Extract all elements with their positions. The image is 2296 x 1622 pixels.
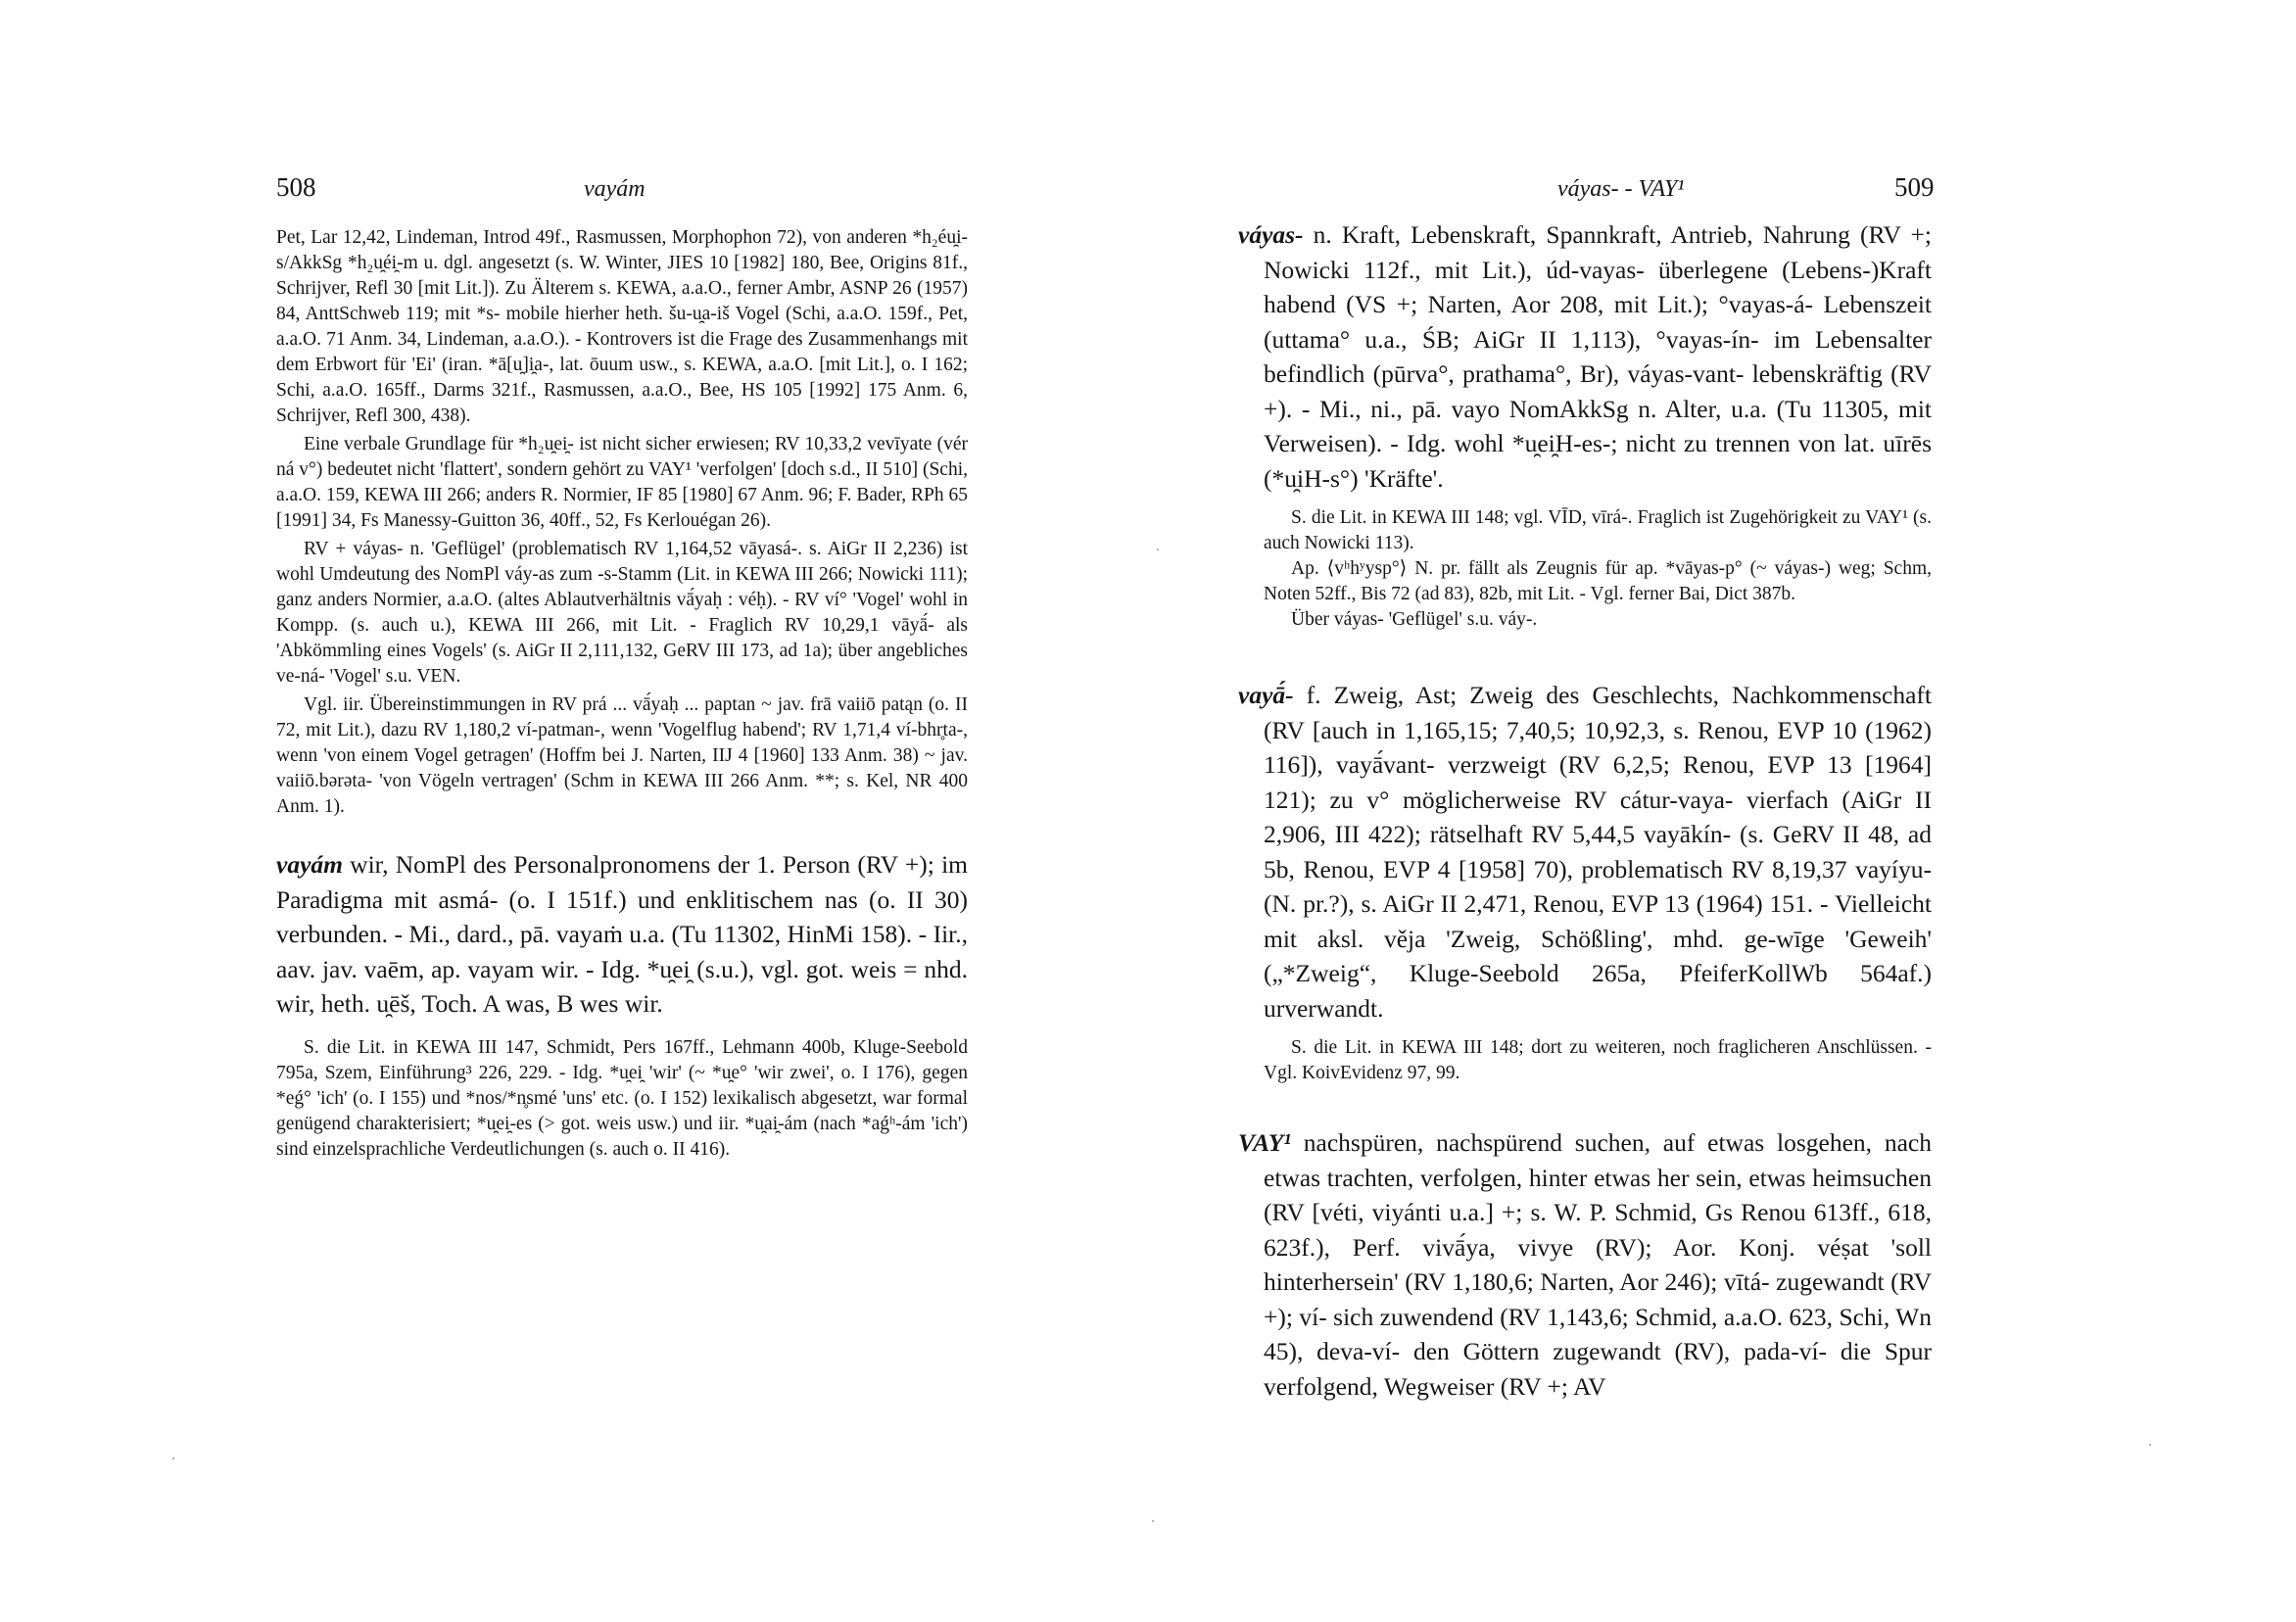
entry-vaya xyxy=(1238,678,1932,1026)
note-paragraph: RV + váyas- n. 'Geflügel' (problematisch RV 1,164,52 vāyasá-. s. AiGr II 2,236) ist wohl Umdeutung des NomPl váy-as zum -s-Stamm (Lit. in KEWA III 266; Nowicki 111); ganz anders Normier, a.a.O. (altes Ablautverhältnis vā́yaḥ : véḥ). - RV ví° 'Vogel' wohl in Kompp. (s. auch u.), KEWA III 266, mit Lit. - Fraglich RV 10,29,1 vāyā́- als 'Abkömmling eines Vogels' (s. AiGr II 2,111,132, GeRV III 173, ad 1a); über angebliches ve-ná- 'Vogel' s.u. VEN. xyxy=(276,539,968,687)
entry-note: S. die Lit. in KEWA III 148; vgl. VĪD, vīrá-. Fraglich ist Zugehörigkeit zu VAY¹ (s. auch Nowicki 113). xyxy=(1264,507,1932,553)
text-column xyxy=(1238,217,1932,1404)
headword: VAY¹ xyxy=(1238,1128,1291,1157)
entry-body: f. Zweig, Ast; Zweig des Geschlechts, Nachkommenschaft (RV [auch in 1,165,15; 7,40,5; 10,92,3, s. Renou, EVP 10 (1962) 116]), vayā́vant- verzweigt (RV 6,2,5; Renou, EVP 13 [1964] 121); zu v° möglicherweise RV cátur-vaya- vierfach (AiGr II 2,906, III 422); rätselhaft RV 5,44,5 vayākín- (s. GeRV II 48, ad 5b, Renou, EVP 4 [1958] 70), problematisch RV 8,19,37 vayíyu- (N. pr.?), s. AiGr II 2,471, Renou, EVP 13 (1964) 151. - Vielleicht mit aksl. věja 'Zweig, Schößling', mhd. ge-wīge 'Geweih' („*Zweig“, Kluge-Seebold 265a, PfeiferKollWb 564af.) urverwandt. xyxy=(1264,681,1932,1023)
headword: vayám xyxy=(276,850,343,879)
entry-body: wir, NomPl des Personalpronomens der 1. Person (RV +); im Paradigma mit asmá- (o. I 151f.) und enklitischem nas (o. II 30) verbunden. - Mi., dard., pā. vayaṁ u.a. (Tu 11302, HinMi 158). - Iir., aav. jav. vaēm, ap. vayam wir. - Idg. *u̯ei̯ (s.u.), vgl. got. weis = nhd. wir, heth. u̯ēš, Toch. A was, B wes wir. xyxy=(276,850,968,1018)
entry-note: Über váyas- 'Geflügel' s.u. váy-. xyxy=(1291,609,1538,630)
note-paragraph: Pet, Lar 12,42, Lindeman, Introd 49f., Rasmussen, Morphophon 72), von anderen *h₂éu̯i-s/AkkSg *h₂u̯éi̯-m u. dgl. angesetzt (s. W. Winter, JIES 10 [1982] 180, Bee, Origins 81f., Schrijver, Refl 30 [mit Lit.]). Zu Älterem s. KEWA, a.a.O., ferner Ambr, ASNP 26 (1957) 84, AnttSchweb 119; mit *s- mobile hierher heth. šu-u̯a-iš Vogel (Schi, a.a.O. 159f., Pet, a.a.O. 71 Anm. 34, Lindeman, a.a.O.). - Kontrovers ist die Frage des Zusammenhangs mit dem Erbwort für 'Ei' (iran. *ā[u̯]i̯a-, lat. ōuum usw., s. KEWA, a.a.O. [mit Lit.], o. I 162; Schi, a.a.O. 165ff., Darms 321f., Rasmussen, a.a.O., Bee, HS 105 [1992] 175 Anm. 6, Schrijver, Refl 300, 438). xyxy=(276,227,968,426)
entry-vayam xyxy=(276,847,968,1022)
entry-notes xyxy=(1238,1035,1932,1086)
headword: vayā́- xyxy=(1238,681,1294,709)
entry-body: nachspüren, nachspürend suchen, auf etwas losgehen, nach etwas trachten, verfolgen, hinter etwas her sein, etwas heimsuchen (RV [véti, viyánti u.a.] +; s. W. P. Schmid, Gs Renou 613ff., 618, 623f.), Perf. vivā́ya, vivye (RV); Aor. Konj. véṣat 'soll hinterhersein' (RV 1,180,6; Narten, Aor 246); vītá- zugewandt (RV +); ví- sich zuwendend (RV 1,143,6; Schmid, a.a.O. 623, Schi, Wn 45), deva-ví- den Göttern zugewandt (RV), pada-ví- die Spur verfolgend, Wegweiser (RV +; AV xyxy=(1264,1128,1932,1401)
scan-speck xyxy=(172,1457,174,1459)
note-paragraph: Eine verbale Grundlage für *h₂u̯ei̯- ist nicht sicher erwiesen; RV 10,33,2 vevīyate (vér ná v°) bedeutet nicht 'flattert', sondern gehört zu VAY¹ 'verfolgen' [doch s.d., II 510] (Schi, a.a.O. 159, KEWA III 266; anders R. Normier, IF 85 [1980] 67 Anm. 96; F. Bader, RPh 65 [1991] 34, Fs Manessy-Guitton 36, 40ff., 52, Fs Kerlouégan 26). xyxy=(276,434,968,531)
text-column xyxy=(276,225,968,1163)
entry-note: S. die Lit. in KEWA III 148; dort zu weiteren, noch fraglicheren Anschlüssen. - Vgl. KoivEvidenz 97, 99. xyxy=(1264,1037,1932,1083)
entry-note: S. die Lit. in KEWA III 147, Schmidt, Pers 167ff., Lehmann 400b, Kluge-Seebold 795a, Szem, Einführung³ 226, 229. - Idg. *u̯ei̯ 'wir' (~ *u̯e° 'wir zwei', o. I 176), gegen *eǵ° 'ich' (o. I 155) und *nos/*n̥smé 'uns' etc. (o. I 152) lexikalisch abgesetzt, war formal genügend charakterisiert; *u̯ei̯-es (> got. weis usw.) und iir. *u̯ai̯-ám (nach *aǵʰ-ám 'ich') sind einzelsprachliche Verdeutlichungen (s. auch o. II 416). xyxy=(276,1036,968,1160)
scan-speck xyxy=(2149,1444,2151,1446)
entry-body: n. Kraft, Lebenskraft, Spannkraft, Antrieb, Nahrung (RV +; Nowicki 112f., mit Lit.), úd-vayas- überlegene (Lebens-)Kraft habend (VS +; Narten, Aor 208, mit Lit.); °vayas-á- Lebenszeit (uttama° u.a., ŚB; AiGr II 1,113), °vayas-ín- im Lebensalter befindlich (pūrva°, prathama°, Br), váyas-vant- lebenskräftig (RV +). - Mi., ni., pā. vayo NomAkkSg n. Alter, u.a. (Tu 11305, mit Verweisen). - Idg. wohl *u̯ei̯H-es-; nicht zu trennen von lat. uīrēs (*u̯iH-s°) 'Kräfte'. xyxy=(1264,220,1932,493)
entry-notes xyxy=(1238,505,1932,633)
scan-speck xyxy=(1157,549,1159,550)
scan-speck xyxy=(1152,1520,1154,1522)
running-head: vayám xyxy=(584,176,646,202)
page-number: 508 xyxy=(276,172,316,202)
entry-vay1 xyxy=(1238,1125,1932,1404)
note-paragraph: Vgl. iir. Übereinstimmungen in RV prá ... vā́yaḥ ... paptan ~ jav. frā vaiiō patąn (o. II 72, mit Lit.), dazu RV 1,180,2 ví-patman-, wenn 'Vogelflug habend'; RV 1,71,4 ví-bhr̥ta-, wenn 'von einem Vogel getragen' (Hoffm bei J. Narten, IIJ 4 [1960] 133 Anm. 38) ~ jav. vaiiō.bərəta- 'von Vögeln vertragen' (Schm in KEWA III 266 Anm. **; s. Kel, NR 400 Anm. 1). xyxy=(276,694,968,817)
page-number: 509 xyxy=(1894,172,1935,202)
headword: váyas- xyxy=(1238,220,1304,249)
running-head: váyas- - VAY¹ xyxy=(1557,176,1685,202)
entry-note: Ap. ⟨vʰhʸysp°⟩ N. pr. fällt als Zeugnis für ap. *vāyas-p° (~ váyas-) weg; Schm, Noten 52ff., Bis 72 (ad 83), 82b, mit Lit. - Vgl. ferner Bai, Dict 387b. xyxy=(1264,558,1932,604)
entry-vayas xyxy=(1238,217,1932,496)
right-page xyxy=(1148,0,2296,1622)
